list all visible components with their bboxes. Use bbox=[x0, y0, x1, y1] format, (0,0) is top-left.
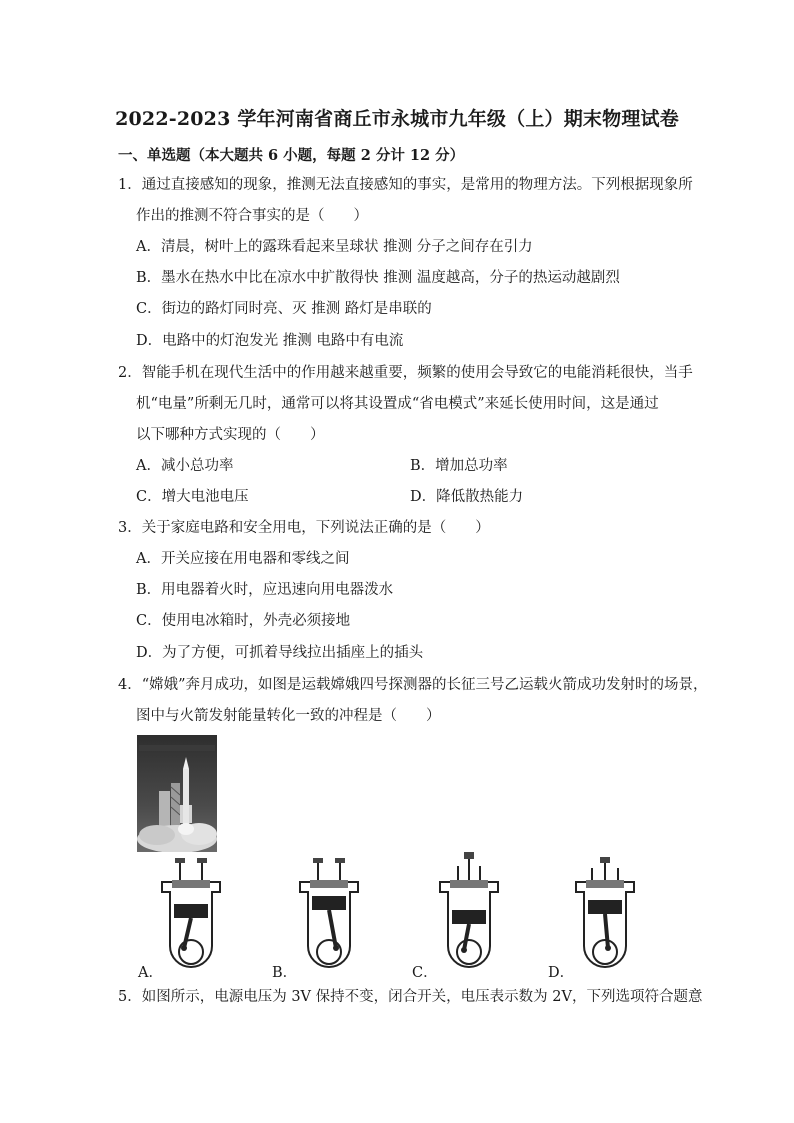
engine-stroke-diagram-b bbox=[296, 856, 362, 982]
engine-stroke-diagram-a bbox=[158, 856, 224, 982]
q3-option-b: B．用电器着火时，应迅速向用电器泼水 bbox=[136, 582, 394, 598]
engine-stroke-diagram-c bbox=[436, 850, 502, 982]
q3-option-d: D．为了方便，可抓着导线拉出插座上的插头 bbox=[136, 645, 424, 661]
q2-option-a: A．减小总功率 bbox=[136, 458, 234, 474]
q3-option-a: A．开关应接在用电器和零线之间 bbox=[136, 551, 350, 567]
q1-option-d: D．电路中的灯泡发光 推测 电路中有电流 bbox=[136, 333, 404, 349]
q4-stem-line2: 图中与火箭发射能量转化一致的冲程是（ ） bbox=[136, 708, 441, 724]
q3-option-c: C．使用电冰箱时，外壳必须接地 bbox=[136, 613, 351, 629]
q2-option-d: D．降低散热能力 bbox=[410, 489, 524, 505]
q2-option-b: B．增加总功率 bbox=[410, 458, 508, 474]
page-title: 2022-2023 学年河南省商丘市永城市九年级（上）期末物理试卷 bbox=[115, 108, 679, 130]
q1-stem-line2: 作出的推测不符合事实的是（ ） bbox=[136, 208, 368, 224]
q1-option-b: B．墨水在热水中比在凉水中扩散得快 推测 温度越高，分子的热运动越剧烈 bbox=[136, 270, 620, 286]
q2-stem-line3: 以下哪种方式实现的（ ） bbox=[136, 427, 325, 443]
q2-stem-line2: 机“电量”所剩无几时，通常可以将其设置成“省电模式”来延长使用时间，这是通过 bbox=[136, 396, 659, 412]
rocket-launch-photo bbox=[137, 735, 217, 852]
q1-option-c: C．街边的路灯同时亮、灭 推测 路灯是串联的 bbox=[136, 301, 432, 317]
q2-option-c: C．增大电池电压 bbox=[136, 489, 249, 505]
q1-option-a: A．清晨，树叶上的露珠看起来呈球状 推测 分子之间存在引力 bbox=[136, 239, 533, 255]
q1-stem-line1: 1．通过直接感知的现象，推测无法直接感知的事实，是常用的物理方法。下列根据现象所 bbox=[118, 177, 693, 193]
q4-option-d-label: D． bbox=[548, 965, 575, 981]
engine-stroke-diagram-d bbox=[572, 856, 638, 982]
q4-option-a-label: A． bbox=[138, 965, 163, 981]
q4-stem-line1: 4．“嫦娥”奔月成功，如图是运载嫦娥四号探测器的长征三号乙运载火箭成功发射时的场景， bbox=[118, 677, 708, 693]
q4-option-b-label: B． bbox=[272, 965, 298, 981]
q2-stem-line1: 2．智能手机在现代生活中的作用越来越重要，频繁的使用会导致它的电能消耗很快，当手 bbox=[118, 365, 693, 381]
section-heading: 一、单选题（本大题共 6 小题，每题 2 分计 12 分） bbox=[118, 147, 465, 164]
q5-stem-line1: 5．如图所示，电源电压为 3V 保持不变，闭合开关，电压表示数为 2V，下列选项符合题意 bbox=[118, 989, 703, 1005]
q4-option-c-label: C． bbox=[412, 965, 438, 981]
q3-stem: 3．关于家庭电路和安全用电，下列说法正确的是（ ） bbox=[118, 520, 490, 536]
